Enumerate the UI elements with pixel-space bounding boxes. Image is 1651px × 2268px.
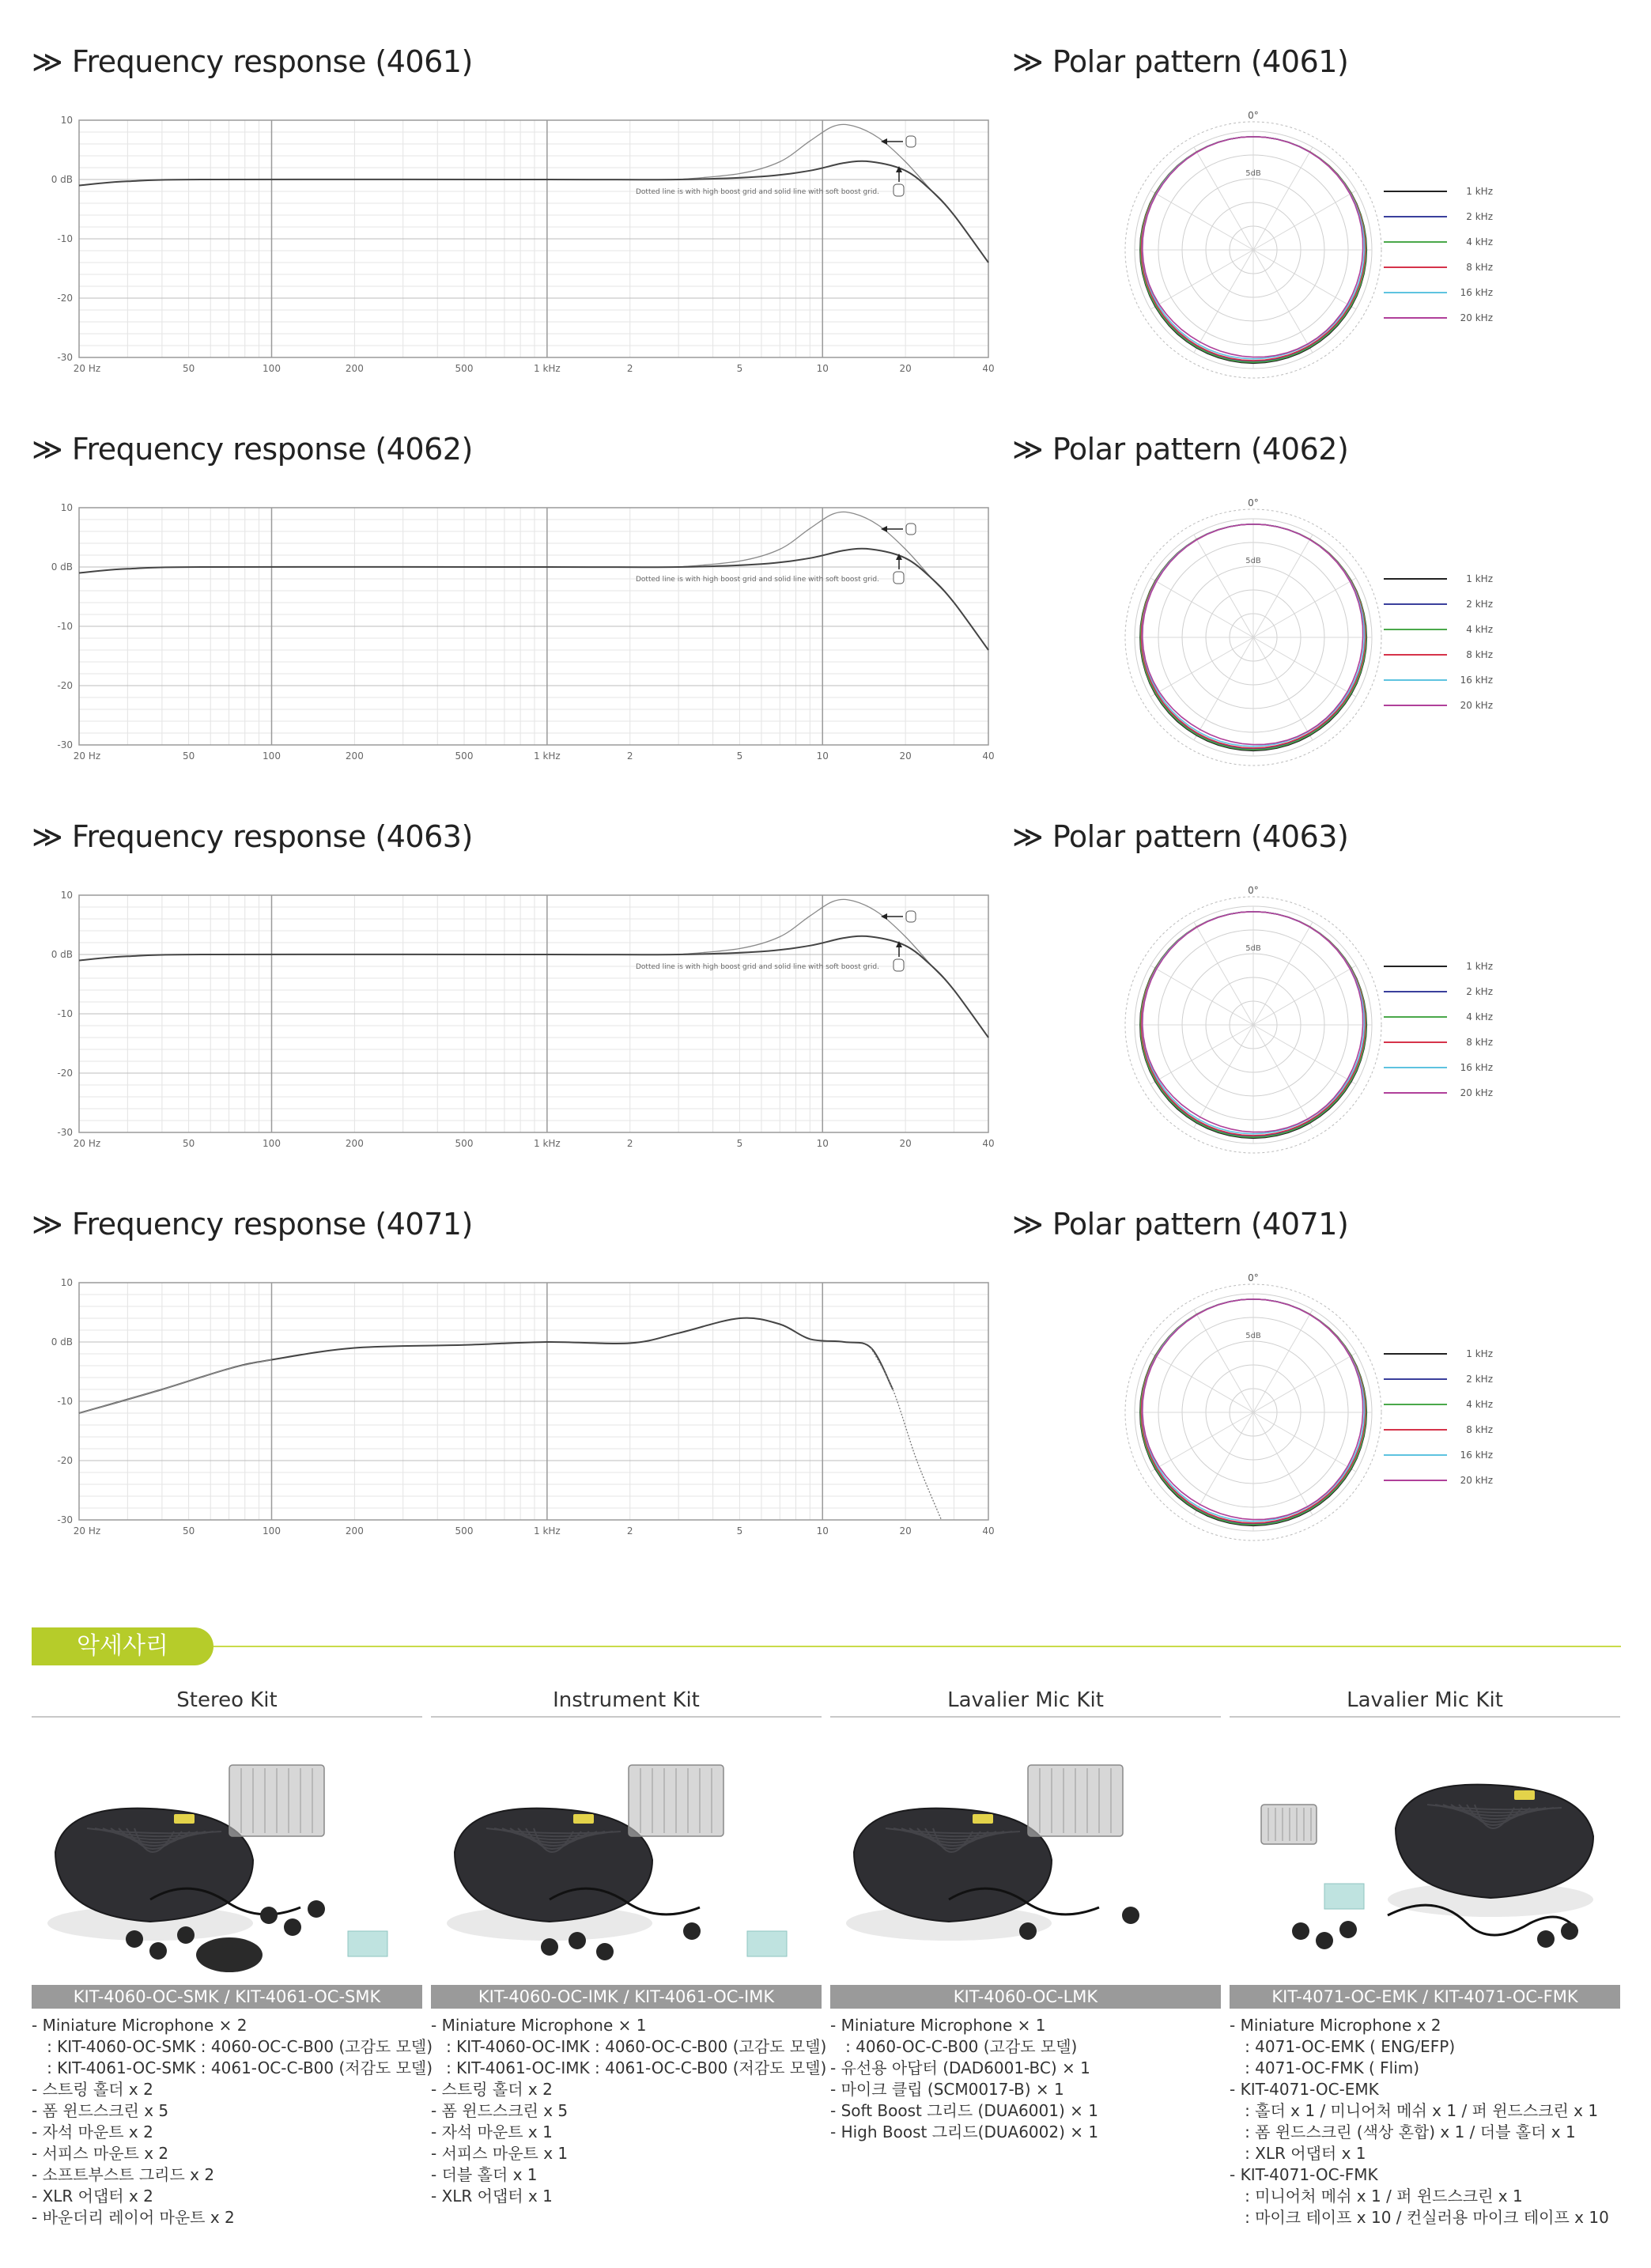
kit-item: : 미니어처 메쉬 x 1 / 퍼 윈드스크린 x 1 <box>1230 2187 1523 2206</box>
windscreen-image <box>126 1930 143 1948</box>
x-tick-label: 50 <box>182 1138 195 1149</box>
polar-spoke <box>1150 250 1253 309</box>
y-tick-label: -20 <box>57 1068 73 1079</box>
legend-label: 20 kHz <box>1460 1087 1493 1098</box>
freq-title-4062: ≫ Frequency response (4062) <box>32 432 473 467</box>
series-response-lowcut <box>79 1360 272 1414</box>
kit-item: : 홀더 x 1 / 미니어처 메쉬 x 1 / 퍼 윈드스크린 x 1 <box>1230 2101 1599 2120</box>
kit-item: : KIT-4061-OC-SMK : 4061-OC-C-B00 (저감도 모델) <box>32 2058 433 2077</box>
kit-item: - 마이크 클립 (SCM0017-B) × 1 <box>830 2080 1064 2099</box>
legend-label: 1 kHz <box>1466 573 1493 584</box>
windscreen-image <box>683 1922 701 1940</box>
polar-spoke <box>1253 966 1356 1025</box>
legend-label: 20 kHz <box>1460 1475 1493 1486</box>
kit-column-lavalier-4060 <box>830 1684 1221 2143</box>
kit-column-stereo <box>32 1684 433 2228</box>
x-tick-label: 5 <box>736 1525 743 1537</box>
angle-label: 0° <box>1248 1272 1259 1283</box>
x-tick-label: 20 <box>899 750 912 762</box>
polar-title-4063: ≫ Polar pattern (4063) <box>1012 819 1349 854</box>
polar-spoke <box>1253 250 1356 309</box>
angle-label: 0° <box>1248 110 1259 121</box>
kit-title: Lavalier Mic Kit <box>830 1684 1221 1718</box>
carry-case-image <box>854 1809 1052 1922</box>
polar-spoke <box>1194 147 1253 250</box>
windscreen-image <box>1561 1922 1578 1940</box>
series-response-rolloff <box>871 1348 942 1521</box>
kit-item: - 폼 윈드스크린 x 5 <box>431 2101 569 2120</box>
x-tick-label: 500 <box>455 363 474 374</box>
x-tick-label: 20 Hz <box>73 1525 101 1537</box>
x-tick-label: 40 <box>982 1138 995 1149</box>
legend-label: 2 kHz <box>1466 599 1493 610</box>
x-tick-label: 20 <box>899 363 912 374</box>
polar-title-4062: ≫ Polar pattern (4062) <box>1012 432 1349 467</box>
kit-item: - High Boost 그리드(DUA6002) × 1 <box>830 2122 1099 2141</box>
polar-spoke <box>1150 966 1253 1025</box>
carry-case-image <box>1396 1785 1593 1898</box>
kit-code-bar: KIT-4060-OC-SMK / KIT-4061-OC-SMK <box>32 1985 422 2009</box>
windscreen-image <box>1339 1921 1357 1938</box>
frequency-chart-4062 <box>32 498 1004 854</box>
legend-label: 20 kHz <box>1460 312 1493 323</box>
x-tick-label: 200 <box>345 1138 364 1149</box>
kit-item: : KIT-4061-OC-IMK : 4061-OC-C-B00 (저감도 모델) <box>431 2058 827 2077</box>
legend-label: 16 kHz <box>1460 287 1493 298</box>
kit-item: - 더블 홀더 x 1 <box>431 2165 538 2184</box>
kit-item: - Miniature Microphone × 2 <box>32 2016 247 2035</box>
y-tick-label: -10 <box>57 1008 73 1019</box>
freq-title-4063: ≫ Frequency response (4063) <box>32 819 473 854</box>
annotation-text: Dotted line is with high boost grid and solid line with soft boost grid. <box>636 576 879 584</box>
legend-label: 2 kHz <box>1466 1374 1493 1385</box>
y-tick-label: 10 <box>60 890 73 901</box>
x-tick-label: 200 <box>345 750 364 762</box>
legend-label: 4 kHz <box>1466 624 1493 635</box>
polar-spoke <box>1253 191 1356 250</box>
windscreen-image <box>569 1932 586 1949</box>
kit-item: - Miniature Microphone × 1 <box>830 2016 1046 2035</box>
polar-spoke <box>1150 191 1253 250</box>
x-tick-label: 2 <box>626 1138 633 1149</box>
y-tick-label: -30 <box>57 739 73 750</box>
kit-title: Instrument Kit <box>431 1684 822 1718</box>
polar-spoke <box>1150 1025 1253 1084</box>
kit-item: - 자석 마운트 x 1 <box>431 2122 553 2141</box>
kit-code-bar: KIT-4071-OC-EMK / KIT-4071-OC-FMK <box>1230 1985 1620 2009</box>
kit-item: - 자석 마운트 x 2 <box>32 2122 153 2141</box>
series-soft-boost-line <box>79 161 988 263</box>
brand-tag <box>1514 1790 1535 1800</box>
y-tick-label: 0 dB <box>51 949 73 960</box>
polar-spoke <box>1253 637 1356 697</box>
frequency-chart-4063 <box>32 886 1004 1242</box>
x-tick-label: 5 <box>736 363 743 374</box>
mic-tape-image <box>348 1931 387 1956</box>
angle-label: 0° <box>1248 497 1259 508</box>
polar-chart-4063 <box>1123 883 1534 1215</box>
y-tick-label: 0 dB <box>51 1336 73 1348</box>
kit-code-bar: KIT-4060-OC-LMK <box>830 1985 1221 2009</box>
legend-label: 4 kHz <box>1466 1011 1493 1022</box>
soft-boost-grid-icon <box>894 572 904 584</box>
legend-label: 8 kHz <box>1466 649 1493 660</box>
x-tick-label: 20 Hz <box>73 363 101 374</box>
kit-item: - 서피스 마운트 x 1 <box>431 2144 569 2163</box>
polar-chart-4062 <box>1123 495 1534 827</box>
kit-title: Stereo Kit <box>32 1684 422 1718</box>
high-boost-grid-icon <box>906 136 916 147</box>
y-tick-label: 10 <box>60 115 73 126</box>
polar-spoke <box>1194 535 1253 637</box>
x-tick-label: 10 <box>816 363 829 374</box>
legend-label: 1 kHz <box>1466 1348 1493 1359</box>
kit-photo-instrument <box>431 1733 822 1985</box>
x-tick-label: 10 <box>816 750 829 762</box>
x-tick-label: 2 <box>626 750 633 762</box>
windscreen-image <box>284 1918 301 1936</box>
high-boost-grid-icon <box>906 911 916 922</box>
polar-spoke <box>1194 922 1253 1025</box>
y-tick-label: 10 <box>60 1277 73 1288</box>
y-tick-label: -20 <box>57 293 73 304</box>
kit-item: - XLR 어댑터 x 2 <box>32 2187 153 2206</box>
x-tick-label: 200 <box>345 363 364 374</box>
x-tick-label: 1 kHz <box>534 1525 561 1537</box>
polar-spoke <box>1253 1025 1356 1084</box>
polar-spoke <box>1253 1310 1313 1412</box>
carry-case-image <box>55 1809 253 1922</box>
y-tick-label: -30 <box>57 1514 73 1525</box>
boundary-mount-image <box>196 1937 263 1972</box>
mic-tape-image <box>747 1931 787 1956</box>
kit-item: - Soft Boost 그리드 (DUA6001) × 1 <box>830 2101 1098 2120</box>
x-tick-label: 40 <box>982 750 995 762</box>
kit-item: - KIT-4071-OC-FMK <box>1230 2165 1378 2184</box>
x-tick-label: 100 <box>263 363 281 374</box>
x-tick-label: 10 <box>816 1138 829 1149</box>
legend-label: 8 kHz <box>1466 1424 1493 1435</box>
windscreen-image <box>1292 1922 1309 1940</box>
x-tick-label: 20 Hz <box>73 750 101 762</box>
high-boost-grid-icon <box>906 524 916 535</box>
polar-spoke <box>1194 250 1253 353</box>
polar-chart-4071 <box>1123 1270 1534 1602</box>
ring-label: 5dB <box>1245 1332 1261 1340</box>
ring-label: 5dB <box>1245 557 1261 565</box>
x-tick-label: 1 kHz <box>534 363 561 374</box>
kit-column-instrument <box>431 1684 827 2207</box>
frequency-chart-4061 <box>32 111 1004 467</box>
series-soft-boost-line <box>79 549 988 650</box>
kit-item: - 스트링 홀더 x 2 <box>32 2080 153 2099</box>
windscreen-image <box>1019 1922 1037 1940</box>
windscreen-image <box>1316 1932 1333 1949</box>
polar-spoke <box>1150 1353 1253 1412</box>
polar-spoke <box>1194 1025 1253 1128</box>
polar-spoke <box>1253 922 1313 1025</box>
x-tick-label: 500 <box>455 1138 474 1149</box>
brand-tag <box>973 1814 993 1824</box>
polar-title-4061: ≫ Polar pattern (4061) <box>1012 44 1349 79</box>
y-tick-label: -10 <box>57 621 73 632</box>
kit-item: : 4060-OC-C-B00 (고감도 모델) <box>830 2037 1078 2056</box>
kit-item: - XLR 어댑터 x 1 <box>431 2187 553 2206</box>
legend-label: 16 kHz <box>1460 675 1493 686</box>
polar-spoke <box>1150 578 1253 637</box>
polar-spoke <box>1194 1310 1253 1412</box>
x-tick-label: 5 <box>736 750 743 762</box>
soft-boost-grid-icon <box>894 959 904 971</box>
kit-items <box>32 2015 433 2228</box>
kit-item: - Miniature Microphone x 2 <box>1230 2016 1441 2035</box>
polar-spoke <box>1253 1025 1313 1128</box>
kit-item: : KIT-4060-OC-IMK : 4060-OC-C-B00 (고감도 모델) <box>431 2037 827 2056</box>
legend-label: 4 kHz <box>1466 236 1493 248</box>
kit-item: - 바운더리 레이어 마운트 x 2 <box>32 2208 235 2227</box>
polar-spoke <box>1253 1412 1313 1515</box>
windscreen-image <box>260 1907 278 1924</box>
kit-item: - 폼 윈드스크린 x 5 <box>32 2101 169 2120</box>
windscreen-image <box>596 1943 614 1960</box>
freq-title-4061: ≫ Frequency response (4061) <box>32 44 473 79</box>
legend-label: 1 kHz <box>1466 186 1493 197</box>
kit-item: : KIT-4060-OC-SMK : 4060-OC-C-B00 (고감도 모델) <box>32 2037 433 2056</box>
kit-item: - 스트링 홀더 x 2 <box>431 2080 553 2099</box>
polar-spoke <box>1253 147 1313 250</box>
windscreen-image <box>177 1926 195 1944</box>
y-tick-label: 0 dB <box>51 561 73 573</box>
polar-spoke <box>1253 637 1313 740</box>
legend-label: 16 kHz <box>1460 1450 1493 1461</box>
kit-column-lavalier-4071 <box>1230 1684 1620 2228</box>
kit-photo-lavalier-4071 <box>1230 1733 1620 1985</box>
kit-photo-lavalier-4060 <box>830 1733 1221 1985</box>
kit-item: - 유선용 아답터 (DAD6001-BC) × 1 <box>830 2058 1090 2077</box>
x-tick-label: 500 <box>455 1525 474 1537</box>
legend-label: 2 kHz <box>1466 211 1493 222</box>
kit-items <box>830 2015 1221 2143</box>
polar-spoke <box>1194 1412 1253 1515</box>
kit-item: : XLR 어댑터 x 1 <box>1230 2144 1366 2163</box>
kit-item: - Miniature Microphone × 1 <box>431 2016 647 2035</box>
accessories-label: 악세사리 <box>32 1627 213 1665</box>
polar-spoke <box>1194 637 1253 740</box>
x-tick-label: 2 <box>626 1525 633 1537</box>
legend-label: 2 kHz <box>1466 986 1493 997</box>
windscreen-image <box>1122 1907 1139 1924</box>
brand-tag <box>573 1814 594 1824</box>
x-tick-label: 40 <box>982 1525 995 1537</box>
carry-case-image <box>455 1809 652 1922</box>
y-tick-label: -10 <box>57 1396 73 1407</box>
polar-spoke <box>1253 1412 1356 1472</box>
y-tick-label: -30 <box>57 352 73 363</box>
kit-photo-stereo <box>32 1733 422 1985</box>
y-tick-label: 0 dB <box>51 174 73 185</box>
legend-label: 16 kHz <box>1460 1062 1493 1073</box>
kit-items <box>431 2015 827 2207</box>
x-tick-label: 20 Hz <box>73 1138 101 1149</box>
legend-label: 20 kHz <box>1460 700 1493 711</box>
legend-label: 8 kHz <box>1466 262 1493 273</box>
x-tick-label: 20 <box>899 1525 912 1537</box>
windscreen-image <box>308 1900 325 1918</box>
legend-label: 8 kHz <box>1466 1037 1493 1048</box>
kit-item: : 폼 윈드스크린 (색상 혼합) x 1 / 더블 홀더 x 1 <box>1230 2122 1576 2141</box>
polar-title-4071: ≫ Polar pattern (4071) <box>1012 1207 1349 1242</box>
x-tick-label: 100 <box>263 1138 281 1149</box>
ring-label: 5dB <box>1245 169 1261 178</box>
series-soft-boost-line <box>79 936 988 1038</box>
polar-spoke <box>1150 637 1253 697</box>
polar-spoke <box>1253 250 1313 353</box>
x-tick-label: 40 <box>982 363 995 374</box>
accessories-divider <box>213 1646 1621 1647</box>
x-tick-label: 100 <box>263 1525 281 1537</box>
windscreen-image <box>149 1942 167 1960</box>
legend-label: 4 kHz <box>1466 1399 1493 1410</box>
x-tick-label: 100 <box>263 750 281 762</box>
y-tick-label: -30 <box>57 1127 73 1138</box>
x-tick-label: 10 <box>816 1525 829 1537</box>
freq-title-4071: ≫ Frequency response (4071) <box>32 1207 473 1242</box>
kit-item: - 서피스 마운트 x 2 <box>32 2144 169 2163</box>
x-tick-label: 20 <box>899 1138 912 1149</box>
y-tick-label: -10 <box>57 233 73 244</box>
x-tick-label: 50 <box>182 363 195 374</box>
kit-item: : 4071-OC-FMK ( Flim) <box>1230 2058 1420 2077</box>
angle-label: 0° <box>1248 885 1259 896</box>
kit-item: : 마이크 테이프 x 10 / 컨실러용 마이크 테이프 x 10 <box>1230 2208 1609 2227</box>
kit-items <box>1230 2015 1620 2228</box>
polar-spoke <box>1253 535 1313 637</box>
windscreen-image <box>1537 1930 1555 1948</box>
x-tick-label: 50 <box>182 750 195 762</box>
annotation-text: Dotted line is with high boost grid and solid line with soft boost grid. <box>636 188 879 196</box>
polar-spoke <box>1253 578 1356 637</box>
x-tick-label: 1 kHz <box>534 1138 561 1149</box>
storage-box-image <box>1261 1805 1317 1844</box>
windscreen-image <box>541 1938 558 1956</box>
y-tick-label: -20 <box>57 680 73 691</box>
brand-tag <box>174 1814 195 1824</box>
soft-boost-grid-icon <box>894 184 904 196</box>
annotation-text: Dotted line is with high boost grid and solid line with soft boost grid. <box>636 963 879 971</box>
frequency-chart-4071 <box>32 1273 1004 1629</box>
y-tick-label: -20 <box>57 1455 73 1466</box>
x-tick-label: 200 <box>345 1525 364 1537</box>
y-tick-label: 10 <box>60 502 73 513</box>
polar-chart-4061 <box>1123 108 1534 440</box>
kit-item: - 소프트부스트 그리드 x 2 <box>32 2165 215 2184</box>
x-tick-label: 2 <box>626 363 633 374</box>
polar-spoke <box>1253 1353 1356 1412</box>
polar-spoke <box>1150 1412 1253 1472</box>
kit-item: - KIT-4071-OC-EMK <box>1230 2080 1379 2099</box>
x-tick-label: 5 <box>736 1138 743 1149</box>
x-tick-label: 500 <box>455 750 474 762</box>
kit-code-bar: KIT-4060-OC-IMK / KIT-4061-OC-IMK <box>431 1985 822 2009</box>
accessories-header <box>32 1627 1621 1665</box>
mic-tape-image <box>1324 1884 1364 1909</box>
x-tick-label: 50 <box>182 1525 195 1537</box>
kit-title: Lavalier Mic Kit <box>1230 1684 1620 1718</box>
legend-label: 1 kHz <box>1466 961 1493 972</box>
ring-label: 5dB <box>1245 944 1261 953</box>
x-tick-label: 1 kHz <box>534 750 561 762</box>
kit-item: : 4071-OC-EMK ( ENG/EFP) <box>1230 2037 1456 2056</box>
